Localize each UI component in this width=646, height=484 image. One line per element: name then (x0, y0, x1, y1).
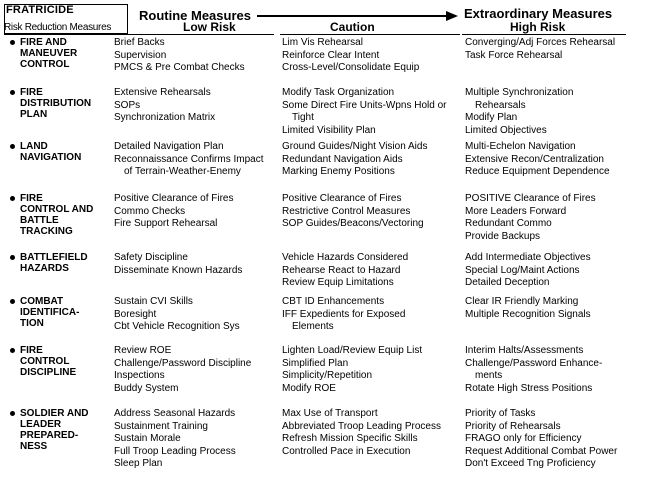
category-line: PREPARED- (20, 430, 79, 441)
category-line: FIRE (20, 345, 43, 356)
category-line: TION (20, 318, 44, 329)
measure-item: Request Additional Combat Power (465, 445, 618, 457)
measure-item: Sleep Plan (114, 458, 163, 469)
category-line: NAVIGATION (20, 152, 82, 163)
caution-measures (282, 193, 460, 231)
measure-item: Buddy System (114, 382, 179, 394)
category-line: SOLDIER AND (20, 408, 89, 419)
category-line: LAND (20, 141, 48, 152)
high-measures (465, 345, 643, 395)
measure-item: Priority of Rehearsals (465, 420, 561, 432)
category-label (8, 252, 124, 274)
measure-item: Sustain Morale (114, 433, 181, 444)
measure-item: CBT ID Enhancements (282, 296, 385, 307)
measure-item: Supervision (114, 49, 167, 61)
routine-measures-label: Routine Measures (139, 8, 251, 23)
measure-item: Modify Task Organization (282, 87, 395, 98)
measure-item: Redundant Commo (465, 218, 552, 229)
measure-item: Limited Objectives (465, 124, 547, 136)
measure-item: Safety Discipline (114, 252, 188, 263)
measure-item: Task Force Rehearsal (465, 49, 563, 61)
measure-item: Restrictive Control Measures (282, 205, 411, 217)
high-measures (465, 193, 643, 243)
measure-item: Fire Support Rehearsal (114, 218, 218, 229)
high-measures (465, 252, 643, 290)
high-measures (465, 87, 643, 137)
measure-item: Max Use of Transport (282, 408, 378, 419)
measure-item: Refresh Mission Specific Skills (282, 433, 418, 444)
category-line: HAZARDS (20, 263, 69, 274)
category-line: LEADER (20, 419, 62, 430)
category-line: CONTROL AND (20, 204, 94, 215)
page-subtitle: Risk Reduction Measures (4, 22, 112, 33)
category-line: TRACKING (20, 226, 73, 237)
measure-item: Clear IR Friendly Marking (465, 296, 579, 307)
measure-item: Reinforce Clear Intent (282, 49, 380, 61)
caution-measures (282, 252, 460, 290)
measure-item: Rehearse React to Hazard (282, 264, 401, 276)
measure-item: Cross-Level/Consolidate Equip (282, 62, 420, 73)
risk-arrow-head-icon (446, 11, 458, 21)
page-title: FRATRICIDE (6, 4, 74, 16)
measure-item: Tight (292, 112, 314, 123)
measure-item: Provide Backups (465, 230, 541, 242)
measure-item: Review ROE (114, 345, 172, 356)
category-label (8, 345, 124, 378)
low-measures (114, 37, 280, 75)
measure-item: Multiple Synchronization (465, 87, 574, 98)
measure-item: Converging/Adj Forces Rehearsal (465, 37, 616, 48)
measure-item: Don't Exceed Tng Proficiency (465, 458, 596, 469)
caution-rule (280, 34, 460, 35)
caution-measures (282, 141, 460, 179)
measure-item: POSITIVE Clearance of Fires (465, 193, 596, 204)
measure-item: Priority of Tasks (465, 408, 536, 419)
category-line: COMBAT (20, 296, 64, 307)
category-label (8, 37, 124, 70)
high-measures (465, 408, 643, 471)
measure-item: of Terrain-Weather-Enemy (124, 166, 241, 177)
measure-item: Positive Clearance of Fires (114, 193, 234, 204)
category-label (8, 408, 124, 452)
category-line: FIRE AND (20, 37, 67, 48)
high-risk-rule (462, 34, 626, 35)
category-line: MANEUVER (20, 48, 78, 59)
measure-item: Lim Vis Rehearsal (282, 37, 363, 48)
low-risk-rule (114, 34, 274, 35)
low-measures (114, 296, 280, 334)
category-line: BATTLE (20, 215, 59, 226)
caution-measures (282, 37, 460, 75)
measure-item: Challenge/Password Enhance- (465, 357, 603, 369)
extraordinary-measures-label: Extraordinary Measures (464, 6, 613, 21)
measure-item: Disseminate Known Hazards (114, 264, 243, 276)
category-label (8, 193, 124, 237)
measure-item: Modify ROE (282, 382, 336, 394)
measure-item: Reconnaissance Confirms Impact (114, 153, 264, 165)
measure-item: Ground Guides/Night Vision Aids (282, 141, 428, 152)
measure-item: Special Log/Maint Actions (465, 264, 580, 276)
measure-item: Lighten Load/Review Equip List (282, 345, 423, 356)
measure-item: Sustain CVI Skills (114, 296, 193, 307)
measure-item: Controlled Pace in Execution (282, 445, 411, 457)
measure-item: Limited Visibility Plan (282, 124, 376, 136)
caution-measures (282, 345, 460, 395)
high-measures (465, 296, 643, 321)
measure-item: Interim Halts/Assessments (465, 345, 584, 356)
measure-item: Sustainment Training (114, 420, 208, 432)
measure-item: Positive Clearance of Fires (282, 193, 402, 204)
caution-measures (282, 87, 460, 137)
high-measures (465, 141, 643, 179)
measure-item: Brief Backs (114, 37, 165, 48)
high-measures (465, 37, 643, 62)
measure-item: Elements (292, 321, 334, 332)
low-measures (114, 141, 280, 179)
caution-heading: Caution (330, 20, 375, 34)
measure-item: Marking Enemy Positions (282, 166, 395, 177)
category-line: FIRE (20, 87, 43, 98)
low-measures (114, 345, 280, 395)
measure-item: SOP Guides/Beacons/Vectoring (282, 218, 424, 229)
category-line: PLAN (20, 109, 48, 120)
measure-item: Boresight (114, 308, 157, 320)
category-line: FIRE (20, 193, 43, 204)
measure-item: ments (475, 370, 503, 381)
measure-item: Review Equip Limitations (282, 277, 394, 288)
measure-item: Modify Plan (465, 112, 518, 123)
measure-item: Vehicle Hazards Considered (282, 252, 409, 263)
measure-item: Multiple Recognition Signals (465, 308, 591, 320)
measure-item: Rotate High Stress Positions (465, 382, 593, 394)
category-label (8, 87, 124, 120)
measure-item: Some Direct Fire Units-Wpns Hold or (282, 99, 447, 111)
low-measures (114, 408, 280, 471)
measure-item: Synchronization Matrix (114, 112, 216, 123)
measure-item: SOPs (114, 99, 141, 111)
category-line: CONTROL (20, 59, 70, 70)
measure-item: Detailed Navigation Plan (114, 141, 224, 152)
caution-measures (282, 296, 460, 334)
measure-item: Rehearsals (475, 99, 526, 111)
low-measures (114, 252, 280, 277)
category-line: BATTLEFIELD (20, 252, 88, 263)
measure-item: Extensive Recon/Centralization (465, 153, 604, 165)
measure-item: More Leaders Forward (465, 205, 567, 217)
measure-item: Add Intermediate Objectives (465, 252, 591, 263)
category-line: DISTRIBUTION (20, 98, 92, 109)
measure-item: IFF Expedients for Exposed (282, 308, 406, 320)
measure-item: Simplified Plan (282, 357, 349, 369)
measure-item: Abbreviated Troop Leading Process (282, 420, 441, 432)
measure-item: PMCS & Pre Combat Checks (114, 62, 245, 73)
caution-measures (282, 408, 460, 458)
measure-item: Simplicity/Repetition (282, 370, 373, 381)
measure-item: Cbt Vehicle Recognition Sys (114, 321, 240, 332)
low-risk-heading: Low Risk (183, 20, 236, 34)
measure-item: Address Seasonal Hazards (114, 408, 236, 419)
measure-item: Full Troop Leading Process (114, 445, 236, 457)
category-line: IDENTIFICA- (20, 307, 80, 318)
measure-item: FRAGO only for Efficiency (465, 433, 582, 444)
measure-item: Challenge/Password Discipline (114, 357, 252, 369)
measure-item: Detailed Deception (465, 277, 550, 288)
category-line: CONTROL (20, 356, 70, 367)
measure-item: Multi-Echelon Navigation (465, 141, 576, 152)
subtitle-rule (4, 34, 130, 35)
category-label (8, 141, 124, 163)
measure-item: Reduce Equipment Dependence (465, 166, 610, 177)
risk-arrow-line (257, 15, 447, 17)
low-measures (114, 193, 280, 231)
measure-item: Redundant Navigation Aids (282, 153, 403, 165)
measure-item: Extensive Rehearsals (114, 87, 211, 98)
measure-item: Commo Checks (114, 205, 186, 217)
category-label (8, 296, 124, 329)
measure-item: Inspections (114, 370, 165, 381)
high-risk-heading: High Risk (510, 20, 566, 34)
low-measures (114, 87, 280, 125)
category-line: NESS (20, 441, 48, 452)
category-line: DISCIPLINE (20, 367, 77, 378)
